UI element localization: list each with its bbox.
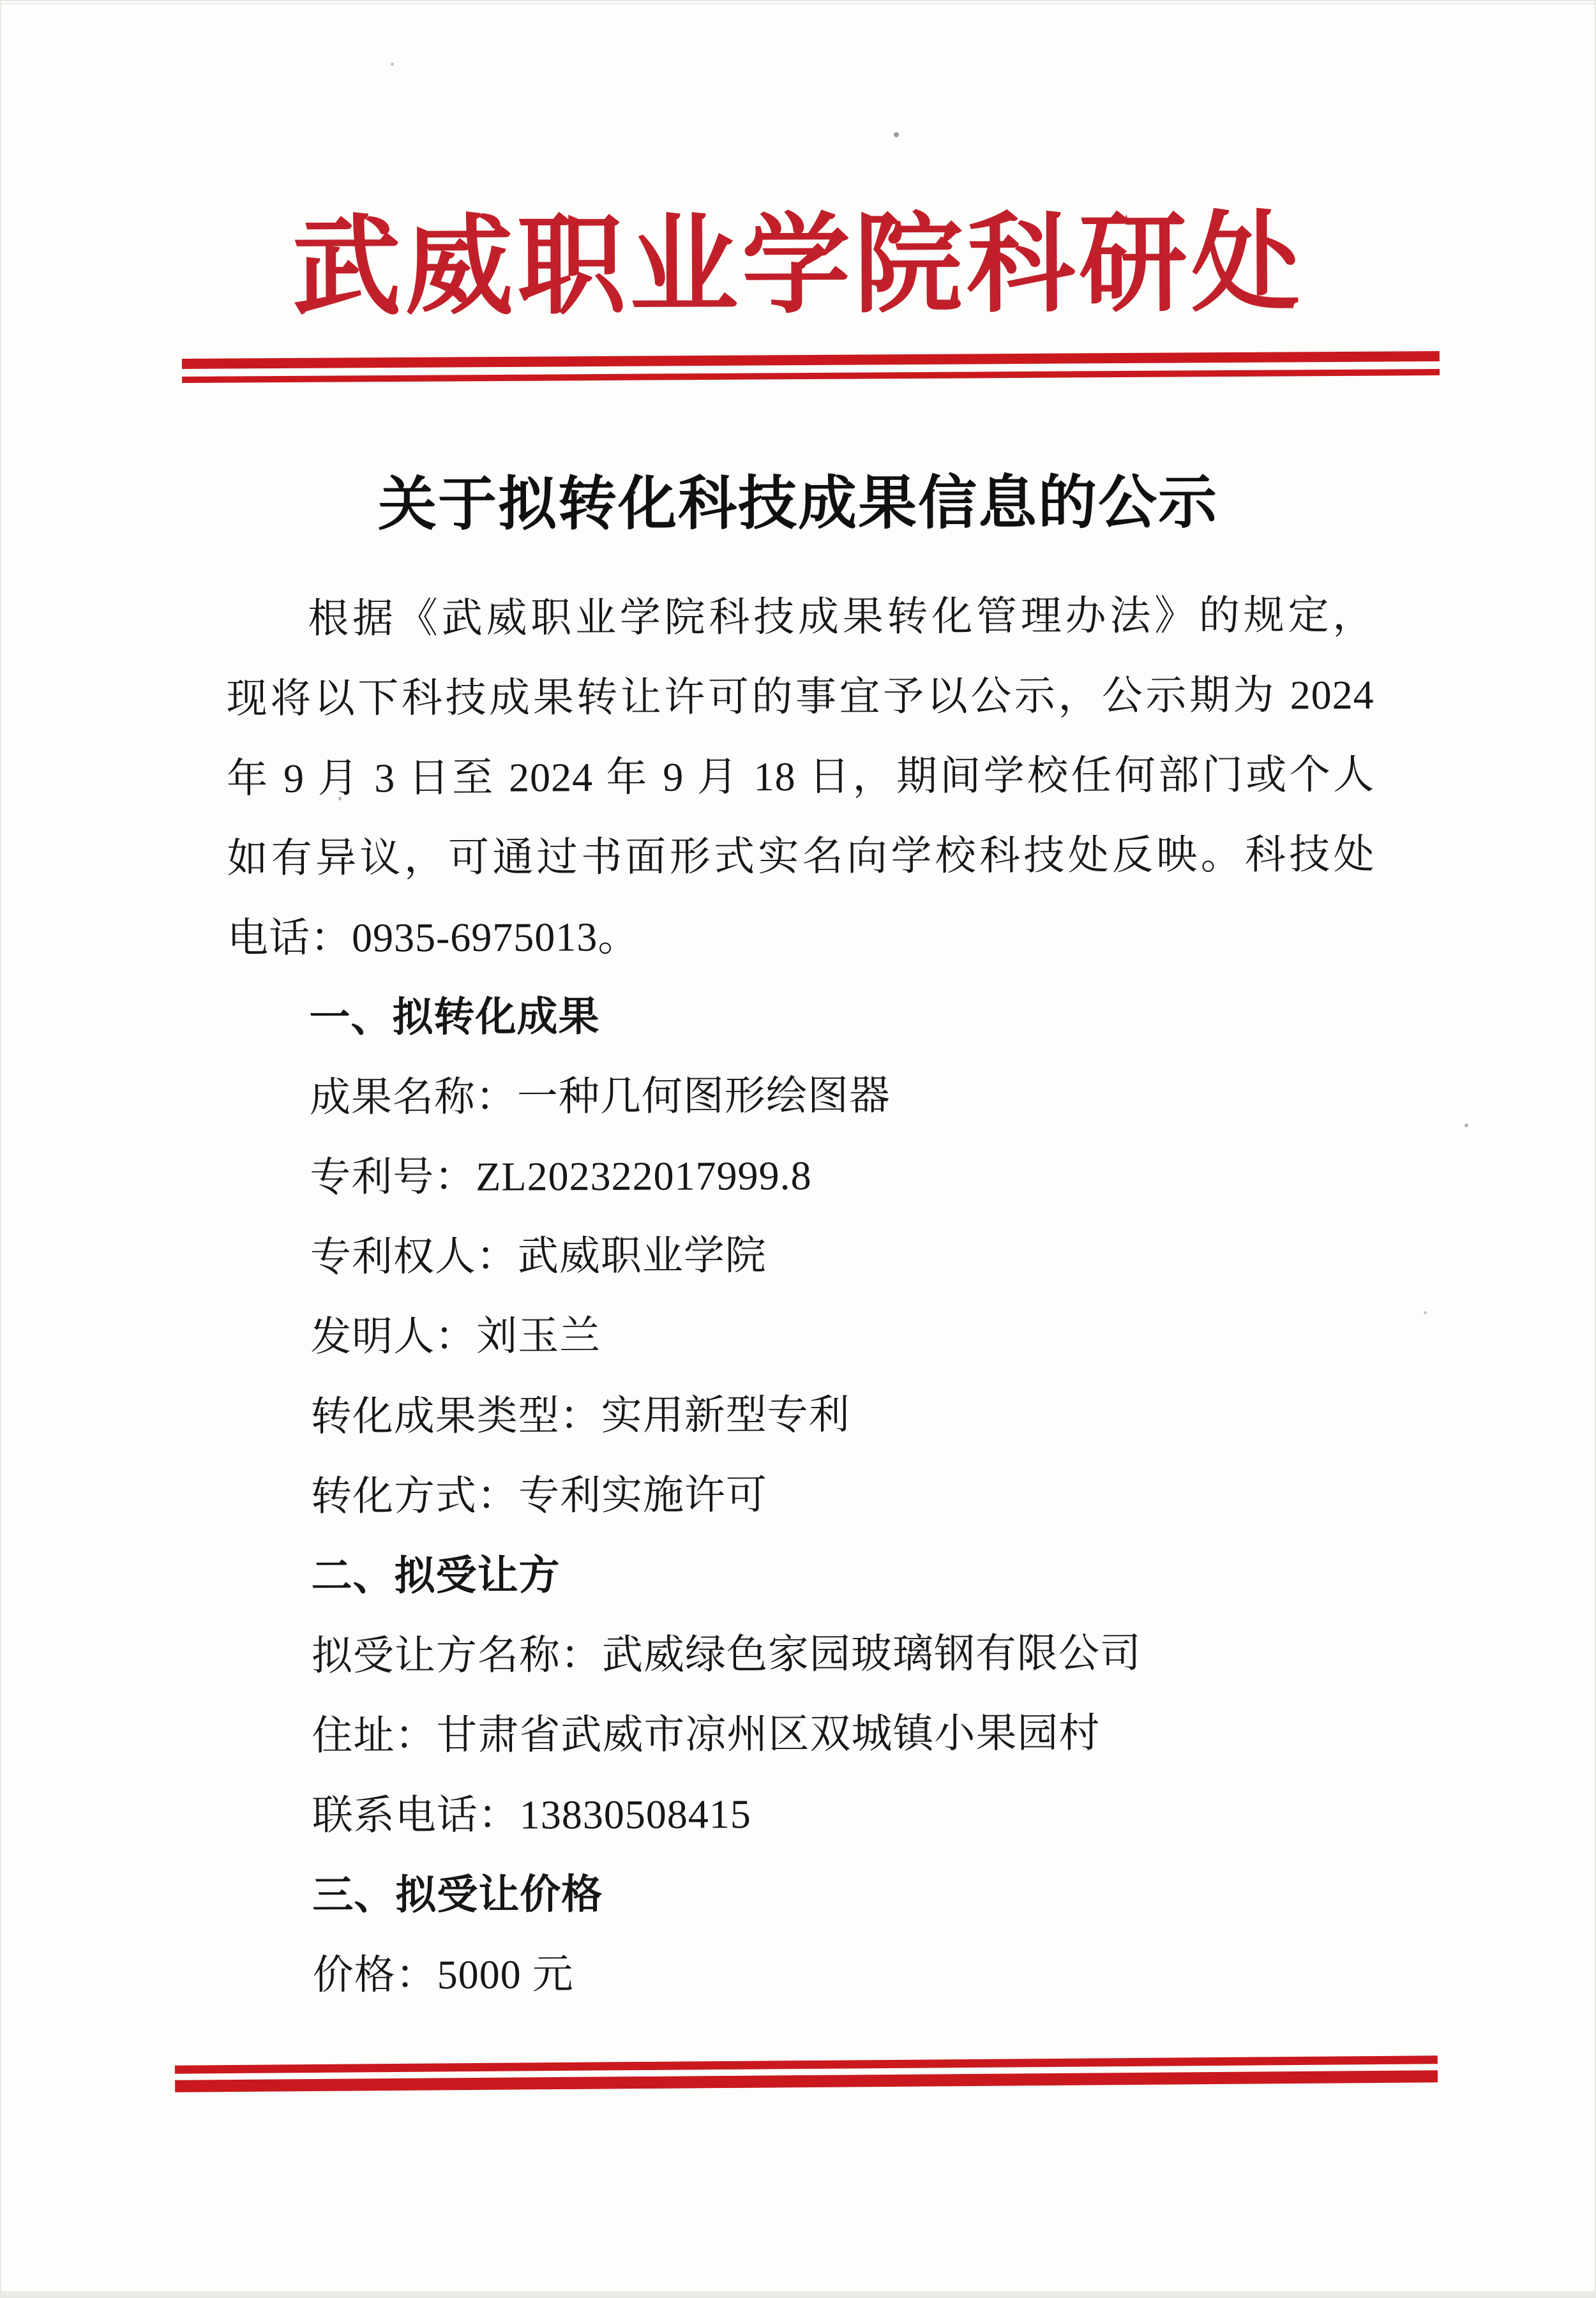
scan-speck — [1464, 1123, 1468, 1127]
scan-edge-top — [1, 3, 1595, 4]
red-double-rule-top — [182, 351, 1440, 383]
field-price: 价格：5000 元 — [312, 1951, 574, 1998]
field-contact-phone: 联系电话：13830508415 — [312, 1791, 751, 1838]
document-body — [226, 575, 1379, 2015]
scan-speck — [894, 132, 899, 137]
scan-speck — [391, 63, 394, 66]
section-heading-1: 一、拟转化成果 — [309, 994, 600, 1040]
paragraph-line: 电话：0935-6975013。 — [227, 913, 640, 961]
field-inventor: 发明人：刘玉兰 — [310, 1313, 601, 1360]
paragraph-line: 根据《武威职业学院科技成果转化管理办法》的规定， — [308, 592, 1374, 642]
paragraph-line: 年 9 月 3 日至 2024 年 9 月 18 日，期间学校任何部门或个人 — [227, 751, 1375, 802]
field-patent-number: 专利号：ZL202322017999.8 — [310, 1152, 812, 1200]
paragraph-line: 现将以下科技成果转让许可的事宜予以公示，公示期为 2024 — [226, 672, 1374, 722]
field-transferee-address: 住址：甘肃省武威市凉州区双城镇小果园村 — [312, 1710, 1101, 1759]
field-transferee-name: 拟受让方名称：武威绿色家园玻璃钢有限公司 — [311, 1630, 1142, 1679]
scan-speck — [1424, 1311, 1427, 1314]
document-title: 关于拟转化科技成果信息的公示 — [377, 470, 1219, 537]
section-heading-3: 三、拟受让价格 — [312, 1872, 603, 1918]
letterhead-title: 武威职业学院科研处 — [292, 204, 1304, 329]
field-achievement-name: 成果名称：一种几何图形绘图器 — [309, 1072, 891, 1120]
red-double-rule-bottom — [175, 2055, 1438, 2092]
section-heading-2: 二、拟受让方 — [311, 1552, 561, 1599]
scan-edge-bottom — [1, 2291, 1595, 2297]
field-achievement-type: 转化成果类型：实用新型专利 — [310, 1392, 850, 1439]
scan-speck — [338, 797, 342, 800]
field-transfer-method: 转化方式：专利实施许可 — [310, 1472, 768, 1519]
paragraph-line: 如有异议，可通过书面形式实名向学校科技处反映。科技处 — [227, 831, 1375, 882]
field-patent-holder: 专利权人：武威职业学院 — [310, 1233, 767, 1280]
